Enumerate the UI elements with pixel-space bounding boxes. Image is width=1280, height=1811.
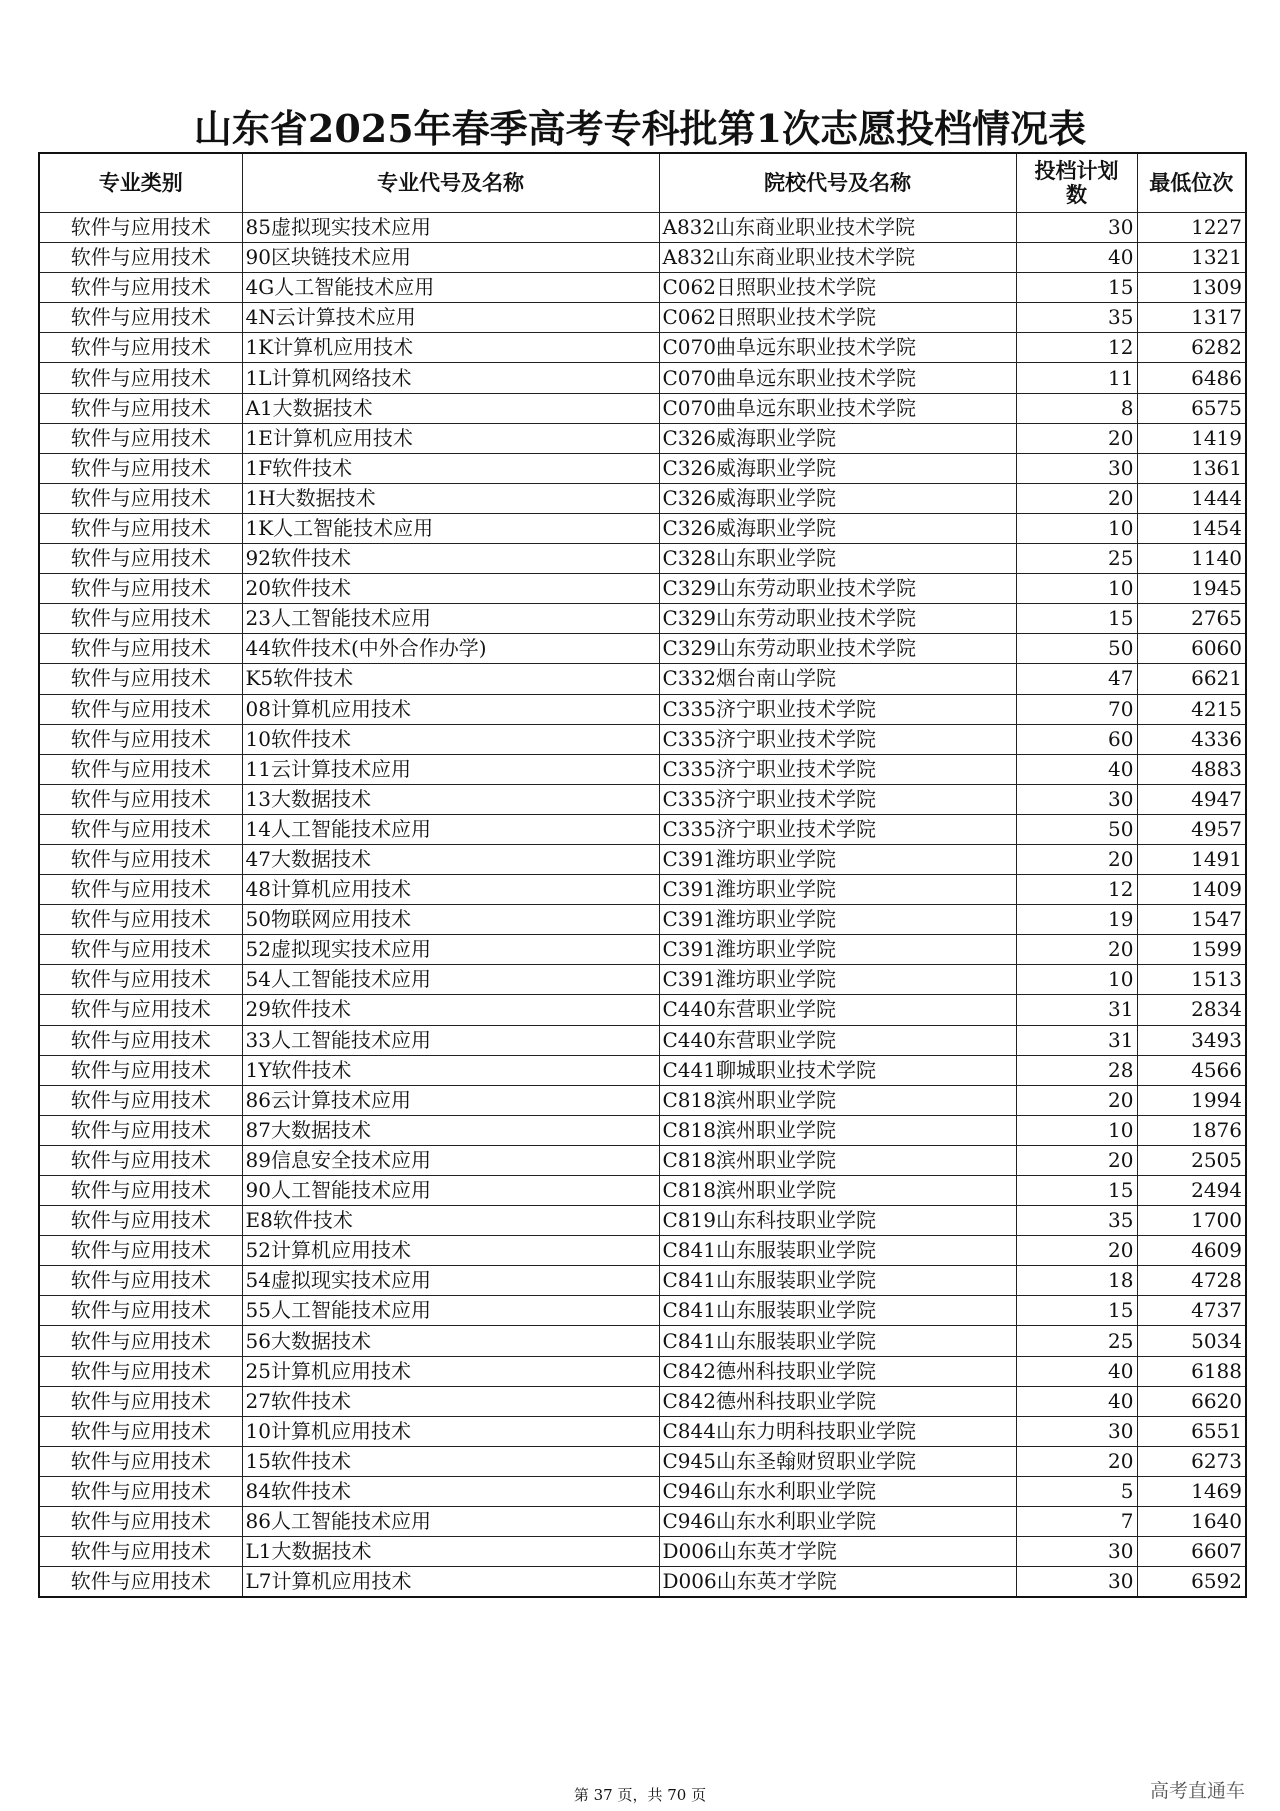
school-cell: C818滨州职业学院 [659,1085,1016,1115]
plan-count-cell: 60 [1016,724,1137,754]
table-row [39,1416,1246,1446]
school-cell: C329山东劳动职业技术学院 [659,574,1016,604]
header-school: 院校代号及名称 [659,153,1016,213]
category-cell: 软件与应用技术 [39,1326,242,1356]
category-cell: 软件与应用技术 [39,844,242,874]
school-cell: D006山东英才学院 [659,1567,1016,1598]
plan-count-cell: 30 [1016,1416,1137,1446]
school-cell: C946山东水利职业学院 [659,1476,1016,1506]
table-row [39,453,1246,483]
category-cell: 软件与应用技术 [39,1145,242,1175]
min-rank-cell: 6282 [1137,333,1246,363]
school-cell: C440东营职业学院 [659,995,1016,1025]
school-cell: C391潍坊职业学院 [659,875,1016,905]
table-row [39,1176,1246,1206]
header-min-rank: 最低位次 [1137,153,1246,213]
plan-count-cell: 20 [1016,1145,1137,1175]
school-cell: C326威海职业学院 [659,423,1016,453]
plan-count-cell: 10 [1016,1115,1137,1145]
plan-count-cell: 30 [1016,1537,1137,1567]
min-rank-cell: 6575 [1137,393,1246,423]
min-rank-cell: 1994 [1137,1085,1246,1115]
plan-count-cell: 12 [1016,333,1137,363]
major-cell: 20软件技术 [242,574,659,604]
min-rank-cell: 6060 [1137,634,1246,664]
min-rank-cell: 6551 [1137,1416,1246,1446]
min-rank-cell: 1513 [1137,965,1246,995]
min-rank-cell: 1876 [1137,1115,1246,1145]
school-cell: C335济宁职业技术学院 [659,784,1016,814]
category-cell: 软件与应用技术 [39,754,242,784]
table-row [39,273,1246,303]
table-header-row [39,153,1246,213]
table-row [39,213,1246,243]
school-cell: C335济宁职业技术学院 [659,754,1016,784]
major-cell: A1大数据技术 [242,393,659,423]
school-cell: C818滨州职业学院 [659,1176,1016,1206]
category-cell: 软件与应用技术 [39,604,242,634]
min-rank-cell: 1444 [1137,483,1246,513]
major-cell: 1K计算机应用技术 [242,333,659,363]
min-rank-cell: 1227 [1137,213,1246,243]
school-cell: D006山东英才学院 [659,1537,1016,1567]
major-cell: K5软件技术 [242,664,659,694]
school-cell: C062日照职业技术学院 [659,303,1016,333]
table-row [39,423,1246,453]
category-cell: 软件与应用技术 [39,1176,242,1206]
major-cell: 89信息安全技术应用 [242,1145,659,1175]
major-cell: 1K人工智能技术应用 [242,513,659,543]
min-rank-cell: 1469 [1137,1476,1246,1506]
table-row [39,1266,1246,1296]
min-rank-cell: 1321 [1137,243,1246,273]
school-cell: C328山东职业学院 [659,544,1016,574]
school-cell: C326威海职业学院 [659,453,1016,483]
min-rank-cell: 4947 [1137,784,1246,814]
table-row [39,604,1246,634]
plan-count-cell: 30 [1016,213,1137,243]
table-row [39,1446,1246,1476]
min-rank-cell: 6621 [1137,664,1246,694]
min-rank-cell: 2765 [1137,604,1246,634]
category-cell: 软件与应用技术 [39,1446,242,1476]
header-plan-count: 投档计划数 [1016,153,1137,213]
min-rank-cell: 1409 [1137,875,1246,905]
category-cell: 软件与应用技术 [39,724,242,754]
table-row [39,694,1246,724]
major-cell: 84软件技术 [242,1476,659,1506]
school-cell: C070曲阜远东职业技术学院 [659,333,1016,363]
plan-count-cell: 35 [1016,1206,1137,1236]
school-cell: C441聊城职业技术学院 [659,1055,1016,1085]
min-rank-cell: 1945 [1137,574,1246,604]
major-cell: 85虚拟现实技术应用 [242,213,659,243]
category-cell: 软件与应用技术 [39,303,242,333]
table-row [39,995,1246,1025]
plan-count-cell: 18 [1016,1266,1137,1296]
plan-count-cell: 20 [1016,1085,1137,1115]
school-cell: A832山东商业职业技术学院 [659,213,1016,243]
plan-count-cell: 15 [1016,273,1137,303]
major-cell: 54虚拟现实技术应用 [242,1266,659,1296]
min-rank-cell: 1454 [1137,513,1246,543]
category-cell: 软件与应用技术 [39,483,242,513]
category-cell: 软件与应用技术 [39,1416,242,1446]
min-rank-cell: 6620 [1137,1386,1246,1416]
plan-count-cell: 30 [1016,1567,1137,1598]
min-rank-cell: 1361 [1137,453,1246,483]
major-cell: 92软件技术 [242,544,659,574]
category-cell: 软件与应用技术 [39,1507,242,1537]
table-row [39,754,1246,784]
min-rank-cell: 1491 [1137,844,1246,874]
plan-count-cell: 50 [1016,814,1137,844]
min-rank-cell: 1140 [1137,544,1246,574]
plan-count-cell: 19 [1016,905,1137,935]
major-cell: 54人工智能技术应用 [242,965,659,995]
category-cell: 软件与应用技术 [39,333,242,363]
category-cell: 软件与应用技术 [39,1085,242,1115]
category-cell: 软件与应用技术 [39,1236,242,1266]
category-cell: 软件与应用技术 [39,1356,242,1386]
major-cell: 10计算机应用技术 [242,1416,659,1446]
table-row [39,1296,1246,1326]
table-row [39,1356,1246,1386]
category-cell: 软件与应用技术 [39,1476,242,1506]
min-rank-cell: 4609 [1137,1236,1246,1266]
min-rank-cell: 6592 [1137,1567,1246,1598]
plan-count-cell: 30 [1016,453,1137,483]
plan-count-cell: 15 [1016,604,1137,634]
major-cell: L1大数据技术 [242,1537,659,1567]
plan-count-cell: 10 [1016,513,1137,543]
min-rank-cell: 6188 [1137,1356,1246,1386]
category-cell: 软件与应用技术 [39,935,242,965]
min-rank-cell: 1317 [1137,303,1246,333]
table-row [39,1145,1246,1175]
plan-count-cell: 40 [1016,754,1137,784]
plan-count-cell: 70 [1016,694,1137,724]
plan-count-cell: 50 [1016,634,1137,664]
category-cell: 软件与应用技术 [39,1115,242,1145]
school-cell: C844山东力明科技职业学院 [659,1416,1016,1446]
table-row [39,875,1246,905]
min-rank-cell: 1599 [1137,935,1246,965]
major-cell: 90人工智能技术应用 [242,1176,659,1206]
min-rank-cell: 6486 [1137,363,1246,393]
plan-count-cell: 20 [1016,1446,1137,1476]
major-cell: 1H大数据技术 [242,483,659,513]
major-cell: 15软件技术 [242,1446,659,1476]
table-row [39,965,1246,995]
plan-count-cell: 8 [1016,393,1137,423]
table-row [39,1326,1246,1356]
min-rank-cell: 4215 [1137,694,1246,724]
school-cell: C335济宁职业技术学院 [659,814,1016,844]
plan-count-cell: 40 [1016,1386,1137,1416]
plan-count-cell: 20 [1016,483,1137,513]
major-cell: 1L计算机网络技术 [242,363,659,393]
major-cell: 13大数据技术 [242,784,659,814]
min-rank-cell: 4957 [1137,814,1246,844]
table-row [39,664,1246,694]
min-rank-cell: 5034 [1137,1326,1246,1356]
major-cell: 4N云计算技术应用 [242,303,659,333]
major-cell: 1F软件技术 [242,453,659,483]
category-cell: 软件与应用技术 [39,875,242,905]
table-row [39,844,1246,874]
major-cell: 86人工智能技术应用 [242,1507,659,1537]
major-cell: 52计算机应用技术 [242,1236,659,1266]
school-cell: C391潍坊职业学院 [659,844,1016,874]
school-cell: C332烟台南山学院 [659,664,1016,694]
major-cell: 48计算机应用技术 [242,875,659,905]
table-row [39,1206,1246,1236]
school-cell: A832山东商业职业技术学院 [659,243,1016,273]
school-cell: C440东营职业学院 [659,1025,1016,1055]
major-cell: E8软件技术 [242,1206,659,1236]
category-cell: 软件与应用技术 [39,1055,242,1085]
major-cell: 10软件技术 [242,724,659,754]
major-cell: 55人工智能技术应用 [242,1296,659,1326]
header-category: 专业类别 [39,153,242,213]
major-cell: 25计算机应用技术 [242,1356,659,1386]
table-body [39,213,1246,1598]
major-cell: 50物联网应用技术 [242,905,659,935]
major-cell: 1E计算机应用技术 [242,423,659,453]
plan-count-cell: 10 [1016,965,1137,995]
table-row [39,333,1246,363]
school-cell: C329山东劳动职业技术学院 [659,604,1016,634]
major-cell: 44软件技术(中外合作办学) [242,634,659,664]
plan-count-cell: 7 [1016,1507,1137,1537]
min-rank-cell: 1309 [1137,273,1246,303]
major-cell: 90区块链技术应用 [242,243,659,273]
table-row [39,1025,1246,1055]
min-rank-cell: 2834 [1137,995,1246,1025]
school-cell: C391潍坊职业学院 [659,935,1016,965]
table-row [39,483,1246,513]
category-cell: 软件与应用技术 [39,905,242,935]
category-cell: 软件与应用技术 [39,784,242,814]
school-cell: C841山东服装职业学院 [659,1296,1016,1326]
category-cell: 软件与应用技术 [39,513,242,543]
school-cell: C841山东服装职业学院 [659,1326,1016,1356]
table-row [39,1115,1246,1145]
table-row [39,1085,1246,1115]
school-cell: C945山东圣翰财贸职业学院 [659,1446,1016,1476]
school-cell: C818滨州职业学院 [659,1145,1016,1175]
major-cell: 11云计算技术应用 [242,754,659,784]
table-row [39,814,1246,844]
major-cell: 23人工智能技术应用 [242,604,659,634]
category-cell: 软件与应用技术 [39,363,242,393]
major-cell: 4G人工智能技术应用 [242,273,659,303]
major-cell: 1Y软件技术 [242,1055,659,1085]
plan-count-cell: 20 [1016,1236,1137,1266]
category-cell: 软件与应用技术 [39,814,242,844]
category-cell: 软件与应用技术 [39,965,242,995]
page-title: 山东省2025年春季高考专科批第1次志愿投档情况表 [193,106,1087,151]
table-row [39,1476,1246,1506]
school-cell: C326威海职业学院 [659,483,1016,513]
plan-count-cell: 30 [1016,784,1137,814]
plan-count-cell: 15 [1016,1176,1137,1206]
min-rank-cell: 1640 [1137,1507,1246,1537]
page-number: 第 37 页，共 70 页 [573,1786,707,1804]
category-cell: 软件与应用技术 [39,453,242,483]
category-cell: 软件与应用技术 [39,664,242,694]
plan-count-cell: 15 [1016,1296,1137,1326]
watermark: 高考直通车 [1150,1780,1246,1802]
plan-count-cell: 20 [1016,844,1137,874]
plan-count-cell: 35 [1016,303,1137,333]
major-cell: 86云计算技术应用 [242,1085,659,1115]
table-row [39,544,1246,574]
category-cell: 软件与应用技术 [39,1537,242,1567]
category-cell: 软件与应用技术 [39,243,242,273]
plan-count-cell: 31 [1016,1025,1137,1055]
table-row [39,1236,1246,1266]
major-cell: 14人工智能技术应用 [242,814,659,844]
table-row [39,363,1246,393]
major-cell: 47大数据技术 [242,844,659,874]
table-row [39,935,1246,965]
plan-count-cell: 20 [1016,935,1137,965]
school-cell: C335济宁职业技术学院 [659,694,1016,724]
school-cell: C391潍坊职业学院 [659,905,1016,935]
school-cell: C842德州科技职业学院 [659,1386,1016,1416]
category-cell: 软件与应用技术 [39,1567,242,1598]
min-rank-cell: 1700 [1137,1206,1246,1236]
major-cell: 52虚拟现实技术应用 [242,935,659,965]
category-cell: 软件与应用技术 [39,544,242,574]
major-cell: L7计算机应用技术 [242,1567,659,1598]
school-cell: C946山东水利职业学院 [659,1507,1016,1537]
plan-count-cell: 25 [1016,1326,1137,1356]
min-rank-cell: 2505 [1137,1145,1246,1175]
school-cell: C070曲阜远东职业技术学院 [659,393,1016,423]
plan-count-cell: 20 [1016,423,1137,453]
school-cell: C841山东服装职业学院 [659,1236,1016,1266]
table-row [39,303,1246,333]
plan-count-cell: 47 [1016,664,1137,694]
min-rank-cell: 2494 [1137,1176,1246,1206]
table-row [39,1507,1246,1537]
table-row [39,724,1246,754]
plan-count-cell: 12 [1016,875,1137,905]
category-cell: 软件与应用技术 [39,1206,242,1236]
table-row [39,1055,1246,1085]
plan-count-cell: 5 [1016,1476,1137,1506]
school-cell: C070曲阜远东职业技术学院 [659,363,1016,393]
category-cell: 软件与应用技术 [39,273,242,303]
table-row [39,634,1246,664]
school-cell: C391潍坊职业学院 [659,965,1016,995]
plan-count-cell: 40 [1016,243,1137,273]
school-cell: C818滨州职业学院 [659,1115,1016,1145]
min-rank-cell: 6273 [1137,1446,1246,1476]
category-cell: 软件与应用技术 [39,694,242,724]
major-cell: 56大数据技术 [242,1326,659,1356]
plan-count-cell: 25 [1016,544,1137,574]
category-cell: 软件与应用技术 [39,213,242,243]
school-cell: C842德州科技职业学院 [659,1356,1016,1386]
table-row [39,513,1246,543]
table-row [39,393,1246,423]
min-rank-cell: 4883 [1137,754,1246,784]
major-cell: 33人工智能技术应用 [242,1025,659,1055]
major-cell: 27软件技术 [242,1386,659,1416]
category-cell: 软件与应用技术 [39,1386,242,1416]
school-cell: C335济宁职业技术学院 [659,724,1016,754]
min-rank-cell: 1547 [1137,905,1246,935]
major-cell: 29软件技术 [242,995,659,1025]
major-cell: 08计算机应用技术 [242,694,659,724]
category-cell: 软件与应用技术 [39,1025,242,1055]
plan-count-cell: 31 [1016,995,1137,1025]
header-major: 专业代号及名称 [242,153,659,213]
min-rank-cell: 3493 [1137,1025,1246,1055]
min-rank-cell: 4737 [1137,1296,1246,1326]
school-cell: C062日照职业技术学院 [659,273,1016,303]
table-row [39,1567,1246,1598]
table-row [39,784,1246,814]
category-cell: 软件与应用技术 [39,393,242,423]
category-cell: 软件与应用技术 [39,1266,242,1296]
category-cell: 软件与应用技术 [39,995,242,1025]
school-cell: C329山东劳动职业技术学院 [659,634,1016,664]
category-cell: 软件与应用技术 [39,574,242,604]
category-cell: 软件与应用技术 [39,634,242,664]
school-cell: C841山东服装职业学院 [659,1266,1016,1296]
table-row [39,1537,1246,1567]
admission-table [38,152,1247,1598]
plan-count-cell: 40 [1016,1356,1137,1386]
table-row [39,905,1246,935]
plan-count-cell: 28 [1016,1055,1137,1085]
plan-count-cell: 11 [1016,363,1137,393]
school-cell: C819山东科技职业学院 [659,1206,1016,1236]
min-rank-cell: 4566 [1137,1055,1246,1085]
table-row [39,243,1246,273]
min-rank-cell: 4336 [1137,724,1246,754]
category-cell: 软件与应用技术 [39,1296,242,1326]
table-row [39,574,1246,604]
min-rank-cell: 6607 [1137,1537,1246,1567]
major-cell: 87大数据技术 [242,1115,659,1145]
min-rank-cell: 4728 [1137,1266,1246,1296]
min-rank-cell: 1419 [1137,423,1246,453]
school-cell: C326威海职业学院 [659,513,1016,543]
category-cell: 软件与应用技术 [39,423,242,453]
plan-count-cell: 10 [1016,574,1137,604]
table-row [39,1386,1246,1416]
